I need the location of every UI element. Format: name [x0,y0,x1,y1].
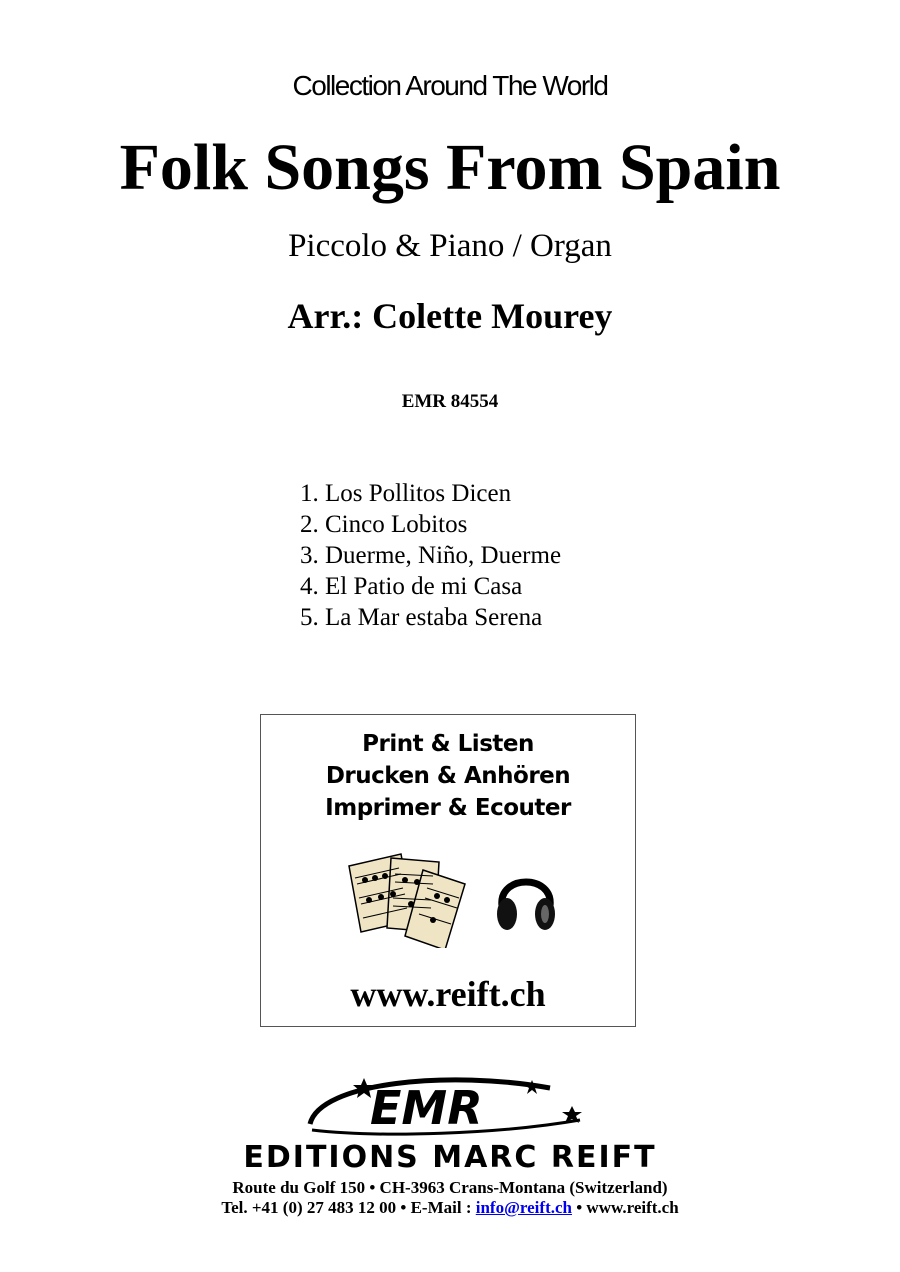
page-title: Folk Songs From Spain [119,131,781,204]
song-list [300,478,561,633]
phone-text: Tel. +41 (0) 27 483 12 00 • E-Mail : [221,1198,476,1217]
list-item: 1. Los Pollitos Dicen [300,480,512,507]
list-item: 4. El Patio de mi Casa [300,573,523,600]
list-item: 2. Cinco Lobitos [300,511,468,538]
email-link[interactable]: info@reift.ch [475,1198,572,1217]
publisher-address: Route du Golf 150 • CH-3963 Crans-Montana (Switzerland) [232,1178,668,1197]
arranger: Arr.: Colette Mourey [287,296,613,336]
promo-line-german: Drucken & Anhören [325,763,571,789]
series-title: Collection Around The World [292,70,608,101]
emr-logo [300,1074,600,1138]
promo-line-english: Print & Listen [362,731,534,757]
headphones-icon [494,860,558,936]
publisher-name: EDITIONS MARC REIFT [243,1140,657,1175]
list-item: 3. Duerme, Niño, Duerme [300,542,562,569]
svg-text:EMR: EMR [370,1081,483,1135]
instrumentation: Piccolo & Piano / Organ [288,228,612,264]
sheet-music-icon [341,848,471,948]
list-item: 5. La Mar estaba Serena [300,604,543,631]
website-text: • www.reift.ch [571,1198,679,1217]
website-link[interactable]: www.reift.ch [350,974,546,1014]
publisher-contact [0,1198,900,1218]
catalog-number: EMR 84554 [401,391,499,412]
promo-line-french: Imprimer & Ecouter [325,795,571,821]
print-listen-box [260,714,636,1027]
